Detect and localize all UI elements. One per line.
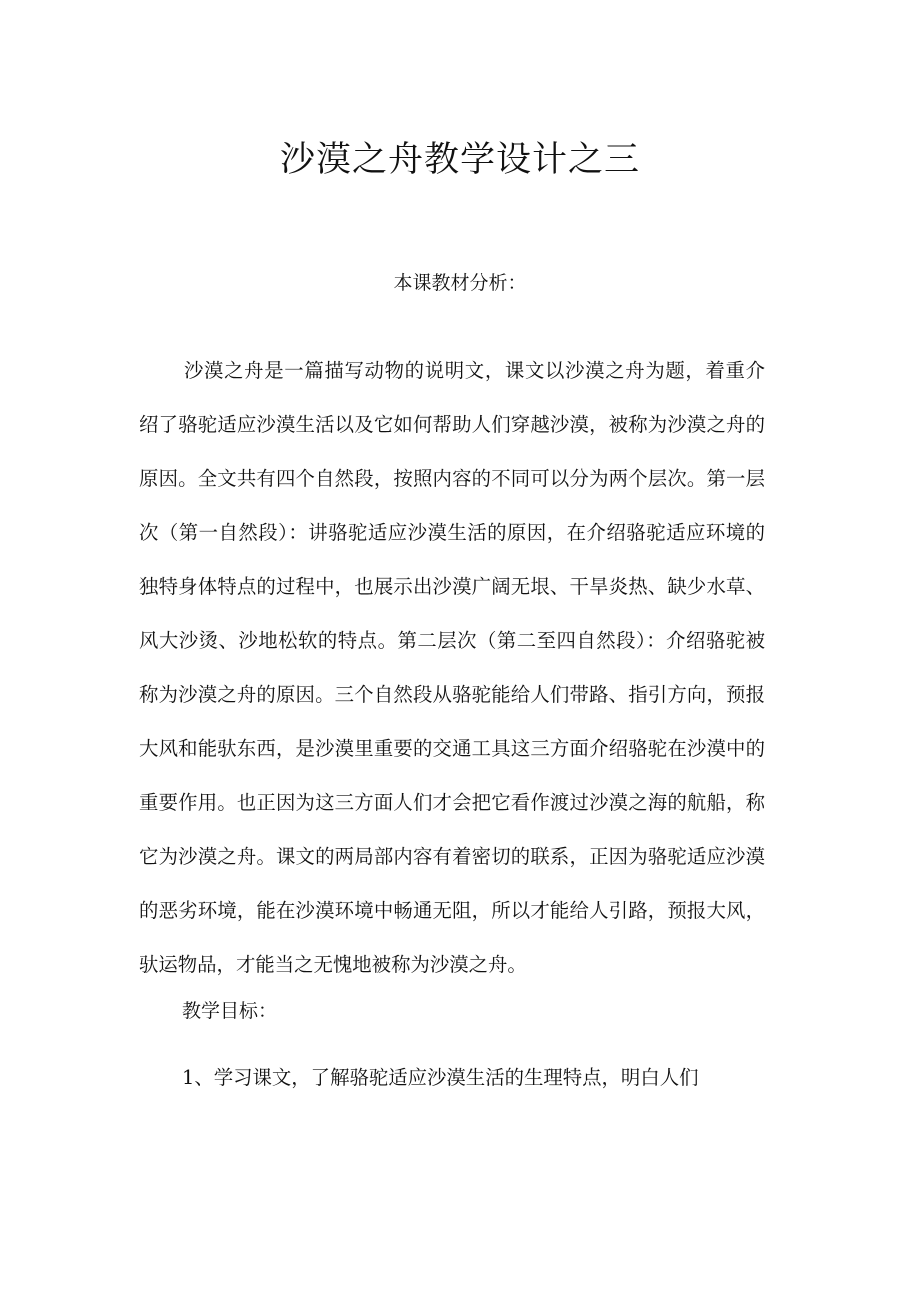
analysis-heading: 本课教材分析： [393, 272, 527, 294]
goal-item-1: 1、学习课文，了解骆驼适应沙漠生活的生理特点，明白人们 [182, 1066, 699, 1089]
analysis-paragraph: 沙漠之舟是一篇描写动物的说明文，课文以沙漠之舟为题，着重介绍了骆驼适应沙漠生活以及它如何帮助人们穿越沙漠，被称为沙漠之舟的原因。全文共有四个自然段，按照内容的不同可以分为两个层次。第一层次（第一自然段）：讲骆驼适应沙漠生活的原因，在介绍骆驼适应环境的独特身体特点的过程中，也展示出沙漠广阔无垠、干旱炎热、缺少水草、风大沙烫、沙地松软的特点。第二层次（第二至四自然段）：介绍骆驼被称为沙漠之舟的原因。三个自然段从骆驼能给人们带路、指引方向，预报大风和能驮东西，是沙漠里重要的交通工具这三方面介绍骆驼在沙漠中的重要作用。也正因为这三方面人们才会把它看作渡过沙漠之海的航船，称它为沙漠之舟。课文的两局部内容有着密切的联系，正因为骆驼适应沙漠的恶劣环境，能在沙漠环境中畅通无阻，所以才能给人引路，预报大风，驮运物品，才能当之无愧地被称为沙漠之舟。 [139, 359, 765, 976]
goals-heading: 教学目标： [182, 1000, 278, 1022]
document-title: 沙漠之舟教学设计之三 [279, 140, 640, 180]
